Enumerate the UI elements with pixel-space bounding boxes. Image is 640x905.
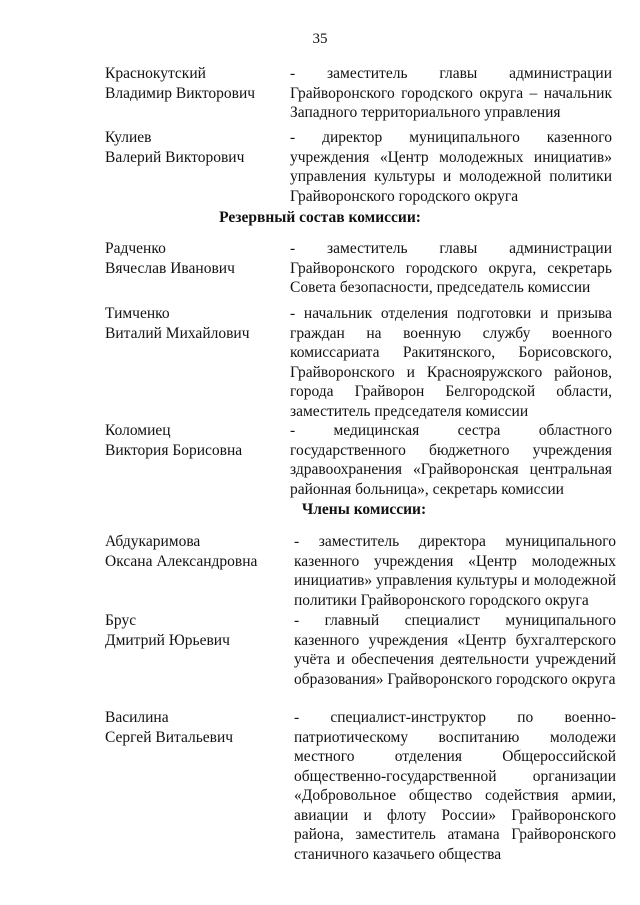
member-surname: Тимченко: [105, 305, 170, 322]
member-name: [105, 611, 285, 650]
member-given-names: Виталий Михайлович: [105, 324, 250, 342]
member-name: [105, 304, 285, 343]
member-name: [105, 239, 285, 278]
reserve-heading: Резервный состав комиссии:: [219, 209, 421, 226]
member-name: [105, 64, 285, 103]
member-given-names: Дмитрий Юрьевич: [105, 631, 230, 649]
member-role: - специалист-инструктор по военно-патриотическому воспитанию молодежи местного отделения Общероссийской общественно-государственной организации «Добровольное общество содействия армии, авиации и флоту России» Грайворонского района, заместитель атамана Грайворонского станичного казачьего общества: [294, 709, 616, 863]
member-role: - начальник отделения подготовки и призыва граждан на военную службу военного комиссариата Ракитянского, Борисовского, Грайворонского и Краснояружского районов, города Грайворон Белгородской области, заместитель председателя комиссии: [290, 305, 612, 420]
member-given-names: Валерий Викторович: [105, 148, 245, 166]
member-given-names: Сергей Витальевич: [105, 728, 234, 746]
member-surname: Радченко: [105, 240, 166, 257]
member-surname: Коломиец: [105, 422, 171, 439]
member-given-names: Вячеслав Иванович: [105, 259, 235, 277]
member-name: [105, 708, 285, 747]
member-surname: Брус: [105, 612, 137, 629]
member-name: [105, 421, 285, 460]
member-role: - главный специалист муниципального казенного учреждения «Центр бухгалтерского учёта и обеспечения деятельности учреждений образования» Грайворонского городского округа: [294, 612, 616, 688]
member-given-names: Оксана Александровна: [105, 552, 258, 570]
member-role: - заместитель директора муниципального казенного учреждения «Центр молодежных инициатив» управления культуры и молодежной политики Грайворонского городского округа: [294, 533, 616, 609]
member-role: - директор муниципального казенного учреждения «Центр молодежных инициатив» управления культуры и молодежной политики Грайворонского городского округа: [290, 129, 612, 205]
member-role: - заместитель главы администрации Грайворонского городского округа – начальник Западного территориального управления: [290, 65, 612, 121]
member-surname: Краснокутский: [105, 65, 206, 82]
member-name: [105, 128, 285, 167]
member-given-names: Владимир Викторович: [105, 84, 256, 102]
member-role: - заместитель главы администрации Грайворонского городского округа, секретарь Совета безопасности, председатель комиссии: [290, 240, 612, 296]
member-given-names: Виктория Борисовна: [105, 441, 243, 459]
member-role: - медицинская сестра областного государственного бюджетного учреждения здравоохранения «Грайворонская центральная районная больница», секретарь комиссии: [290, 422, 612, 498]
member-surname: Василина: [105, 709, 169, 726]
member-surname: Абдукаримова: [105, 533, 201, 550]
member-name: [105, 532, 285, 571]
members-heading: Члены комиссии:: [301, 501, 427, 518]
member-surname: Кулиев: [105, 129, 152, 146]
page-number: 35: [312, 31, 328, 47]
